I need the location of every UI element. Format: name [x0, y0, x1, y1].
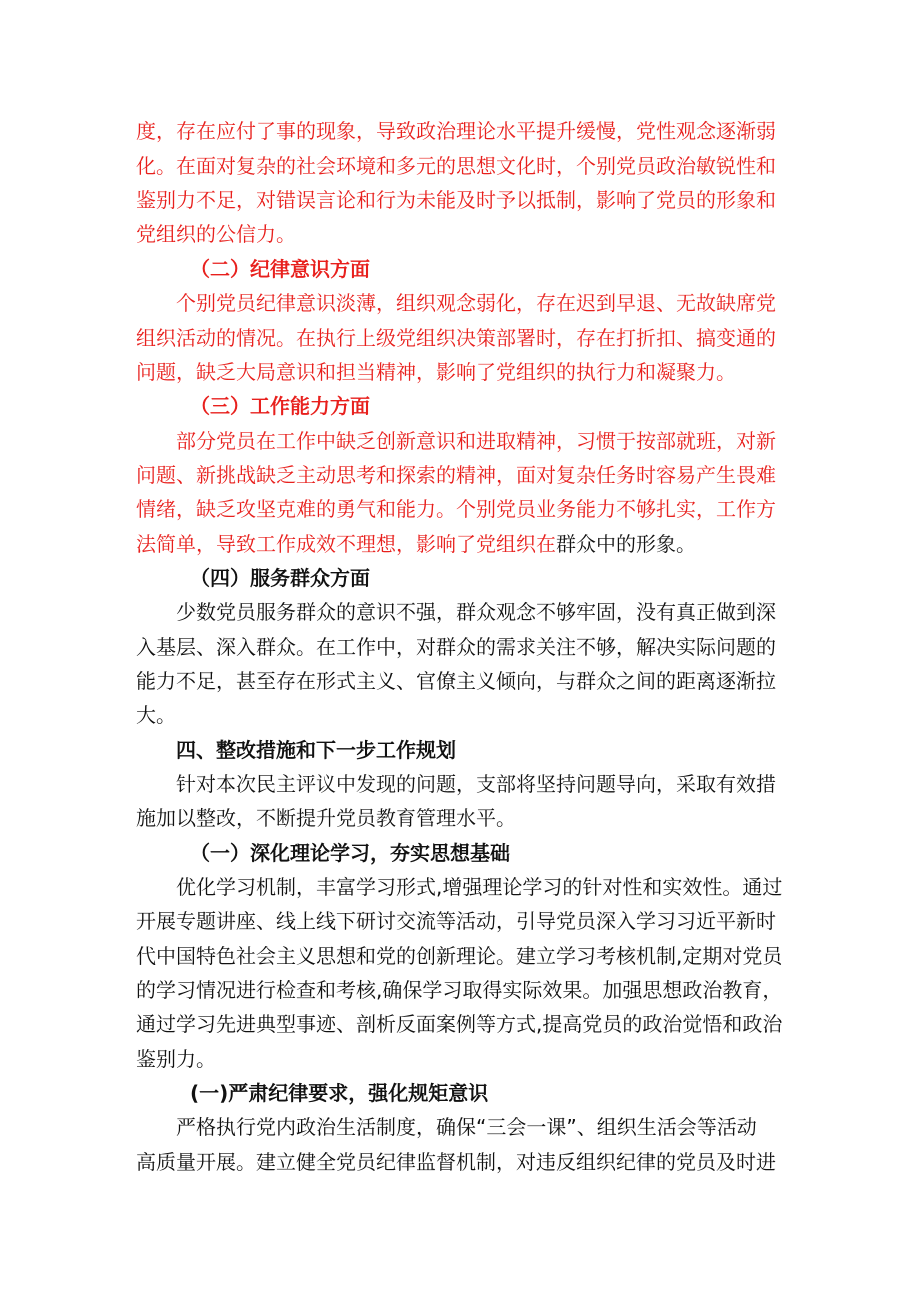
- body-line: [136, 532, 696, 556]
- body-line: 大。: [136, 703, 176, 727]
- body-line: 通过学习先进典型事迹、剖析反面案例等方式,提高党员的政治觉悟和政治: [136, 1012, 783, 1036]
- body-line: 情绪，缺乏攻坚克难的勇气和能力。个别党员业务能力不够扎实，工作方: [136, 497, 776, 521]
- body-line: 鉴别力。: [136, 1047, 216, 1071]
- body-line: 开展专题讲座、线上线下研讨交流等活动，引导党员深入学习习近平新时: [136, 909, 776, 933]
- section-heading-work-ability: （三）工作能力方面: [190, 394, 370, 418]
- body-line: 组织活动的情况。在执行上级党组织决策部署时，存在打折扣、搞变通的: [136, 326, 776, 350]
- body-line: 度，存在应付了事的现象，导致政治理论水平提升缓慢，党性观念逐渐弱: [136, 119, 776, 143]
- body-line: 优化学习机制，丰富学习形式,增强理论学习的针对性和实效性。通过: [176, 875, 783, 899]
- body-line: 针对本次民主评议中发现的问题，支部将坚持问题导向，采取有效措: [176, 772, 776, 796]
- body-line: 个别党员纪律意识淡薄，组织观念弱化，存在迟到早退、无故缺席党: [176, 291, 776, 315]
- section-heading-serve-masses: （四）服务群众方面: [190, 566, 370, 590]
- chapter-heading-rectification: 四、整改措施和下一步工作规划: [176, 738, 456, 762]
- body-line: 部分党员在工作中缺乏创新意识和进取精神，习惯于按部就班，对新: [176, 429, 776, 453]
- body-line: 党组织的公信力。: [136, 222, 296, 246]
- body-line: 施加以整改，不断提升党员教育管理水平。: [136, 806, 516, 830]
- body-line: 代中国特色社会主义思想和党的创新理论。建立学习考核机制,定期对党员: [136, 944, 783, 968]
- section-heading-discipline: （二）纪律意识方面: [190, 257, 370, 281]
- section-heading-theory-study: （一）深化理论学习，夯实思想基础: [190, 841, 510, 865]
- section-heading-discipline-requirements: (一)严肃纪律要求，强化规矩意识: [190, 1081, 489, 1105]
- body-line: 入基层、深入群众。在工作中，对群众的需求关注不够，解决实际问题的: [136, 635, 776, 659]
- body-line: 严格执行党内政治生活制度，确保“三会一课”、组织生活会等活动: [176, 1115, 757, 1139]
- body-line: 高质量开展。建立健全党员纪律监督机制，对违反组织纪律的党员及时进: [136, 1150, 776, 1174]
- body-line: 问题，缺乏大局意识和担当精神，影响了党组织的执行力和凝聚力。: [136, 360, 736, 384]
- body-line-red-part: 法简单，导致工作成效不理想，影响了党组织在: [136, 532, 556, 556]
- body-line: 少数党员服务群众的意识不强，群众观念不够牢固，没有真正做到深: [176, 600, 776, 624]
- body-line: 能力不足，甚至存在形式主义、官僚主义倾向，与群众之间的距离逐渐拉: [136, 669, 776, 693]
- body-line: 鉴别力不足，对错误言论和行为未能及时予以抵制，影响了党员的形象和: [136, 188, 776, 212]
- body-line: 的学习情况进行检查和考核,确保学习取得实际效果。加强思想政治教育，: [136, 978, 783, 1002]
- body-line: 问题、新挑战缺乏主动思考和探索的精神，面对复杂任务时容易产生畏难: [136, 463, 776, 487]
- body-line: 化。在面对复杂的社会环境和多元的思想文化时，个别党员政治敏锐性和: [136, 154, 776, 178]
- body-line-black-part: 群众中的形象。: [556, 532, 696, 556]
